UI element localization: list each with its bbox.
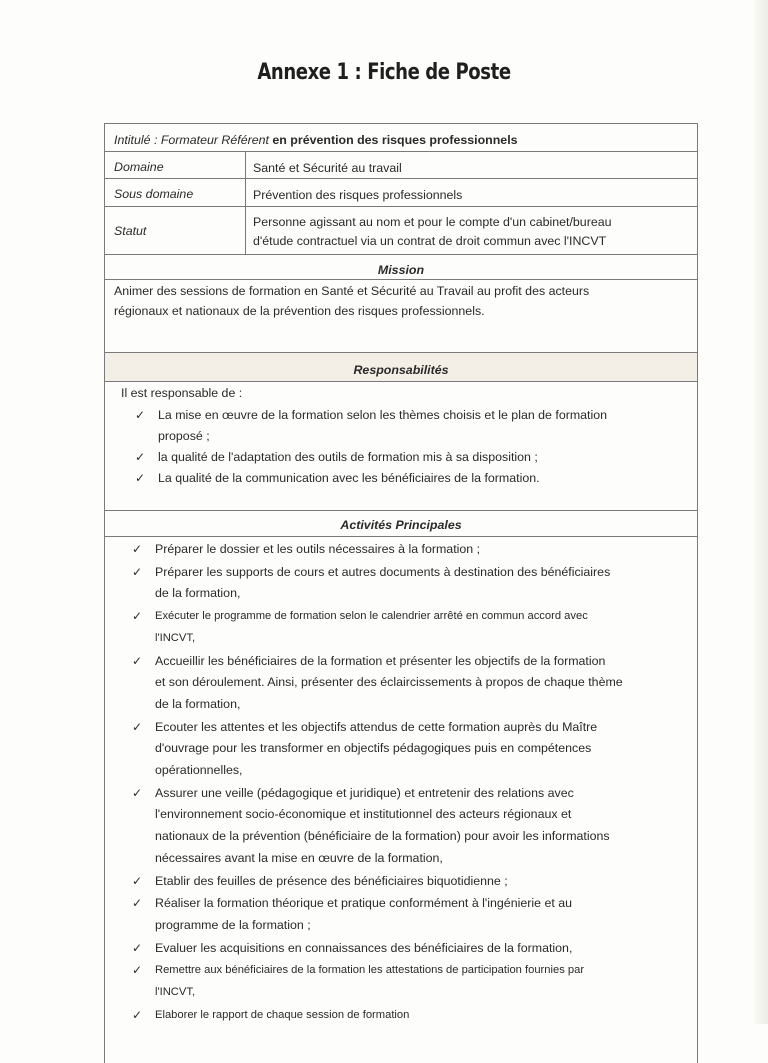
row-divider: [105, 510, 697, 511]
checkmark-icon: ✓: [132, 542, 143, 556]
checkmark-icon: ✓: [135, 471, 146, 485]
checklist-item-line: et son déroulement. Ainsi, présenter des éclaircissements à propos de chaque thème: [155, 675, 623, 690]
checkmark-icon: ✓: [132, 564, 143, 579]
statut-label: Statut: [114, 224, 147, 238]
checklist-item-line: La qualité de la communication avec les bénéficiaires de la formation.: [158, 471, 540, 485]
checklist-item-line: de la formation,: [155, 586, 241, 601]
row-divider: [105, 536, 697, 537]
domaine-label: Domaine: [114, 160, 164, 174]
page-title: Annexe 1 : Fiche de Poste: [257, 60, 511, 85]
checklist-item-line: l'environnement socio-économique et institutionnel des acteurs régionaux et: [155, 807, 572, 822]
checklist-item-line: nationaux de la prévention (bénéficiaire de la formation) pour avoir les informations: [155, 829, 610, 844]
checkmark-icon: ✓: [132, 873, 143, 888]
checklist-item-line: la qualité de l'adaptation des outils de formation mis à sa disposition ;: [158, 450, 538, 464]
checklist-item-line: de la formation,: [155, 696, 241, 711]
checklist-item-line: programme de la formation ;: [155, 917, 311, 932]
checklist-item-line: Evaluer les acquisitions en connaissances des bénéficiaires de la formation,: [155, 940, 573, 955]
sous-domaine-label: Sous domaine: [114, 187, 194, 201]
checklist-item-line: opérationnelles,: [155, 763, 243, 777]
checklist-item-line: Ecouter les attentes et les objectifs attendus de cette formation auprès du Maître: [155, 719, 598, 734]
checkmark-icon: ✓: [132, 963, 143, 978]
sous-domaine-value: Prévention des risques professionnels: [253, 188, 463, 202]
checklist-item-line: Assurer une veille (pédagogique et juridique) et entretenir des relations avec: [155, 785, 574, 800]
checklist-item-line: Remettre aux bénéficiaires de la formation les attestations de participation fournies par: [155, 964, 585, 977]
job-sheet-table: [104, 123, 698, 1063]
checklist-item-line: Préparer les supports de cours et autres documents à destination des bénéficiaires: [155, 564, 611, 579]
statut-line-2: d'étude contractuel via un contrat de droit commun avec l'INCVT: [253, 234, 607, 248]
intitule-label: Intitulé : Formateur Référent: [114, 133, 269, 147]
checklist-item-line: l'INCVT,: [155, 631, 196, 644]
activites-heading: Activités Principales: [340, 518, 462, 532]
column-divider: [245, 151, 246, 254]
intitule-value: en prévention des risques professionnels: [272, 133, 518, 147]
checklist-item-line: l'INCVT,: [155, 986, 196, 998]
row-divider: [105, 279, 697, 280]
row-divider: [105, 254, 697, 255]
checkmark-icon: ✓: [135, 450, 146, 464]
mission-line-2: régionaux et nationaux de la prévention des risques professionnels.: [114, 304, 485, 318]
checklist-item-line: Elaborer le rapport de chaque session de formation: [155, 1008, 410, 1021]
responsabilites-intro: Il est responsable de :: [121, 386, 243, 400]
checklist-item-line: La mise en œuvre de la formation selon les thèmes choisis et le plan de formation: [158, 408, 608, 422]
page-edge-shadow: [754, 0, 768, 1024]
checkmark-icon: ✓: [132, 719, 143, 734]
checklist-item-line: nécessaires avant la mise en œuvre de la formation,: [155, 850, 443, 865]
checkmark-icon: ✓: [132, 653, 143, 668]
checklist-item-line: Réaliser la formation théorique et pratique conformément à l'ingénierie et au: [155, 896, 572, 911]
checklist-item-line: d'ouvrage pour les transformer en objectifs pédagogiques puis en compétences: [155, 741, 592, 756]
checklist-item-line: Exécuter le programme de formation selon le calendrier arrêté en commun accord avec: [155, 610, 588, 623]
checkmark-icon: ✓: [132, 785, 143, 800]
checklist-item-line: Accueillir les bénéficiaires de la formation et présenter les objectifs de la formation: [155, 653, 606, 668]
responsabilites-heading: Responsabilités: [353, 363, 449, 377]
mission-heading: Mission: [377, 263, 425, 277]
domaine-value: Santé et Sécurité au travail: [253, 161, 402, 175]
row-divider: [105, 151, 697, 152]
checkmark-icon: ✓: [132, 1007, 143, 1022]
checkmark-icon: ✓: [132, 940, 143, 955]
checkmark-icon: ✓: [132, 896, 143, 911]
row-divider: [105, 206, 697, 207]
checklist-item-line: Préparer le dossier et les outils nécessaires à la formation ;: [155, 542, 481, 556]
intitule-row: [114, 133, 518, 148]
checkmark-icon: ✓: [135, 408, 146, 422]
row-divider: [105, 178, 697, 179]
statut-line-1: Personne agissant au nom et pour le compte d'un cabinet/bureau: [253, 215, 612, 229]
row-divider: [105, 381, 697, 382]
mission-line-1: Animer des sessions de formation en Santé et Sécurité au Travail au profit des acteurs: [114, 284, 590, 298]
checkmark-icon: ✓: [132, 609, 143, 624]
checklist-item-line: proposé ;: [158, 429, 210, 443]
checklist-item-line: Etablir des feuilles de présence des bénéficiaires biquotidienne ;: [155, 873, 508, 888]
